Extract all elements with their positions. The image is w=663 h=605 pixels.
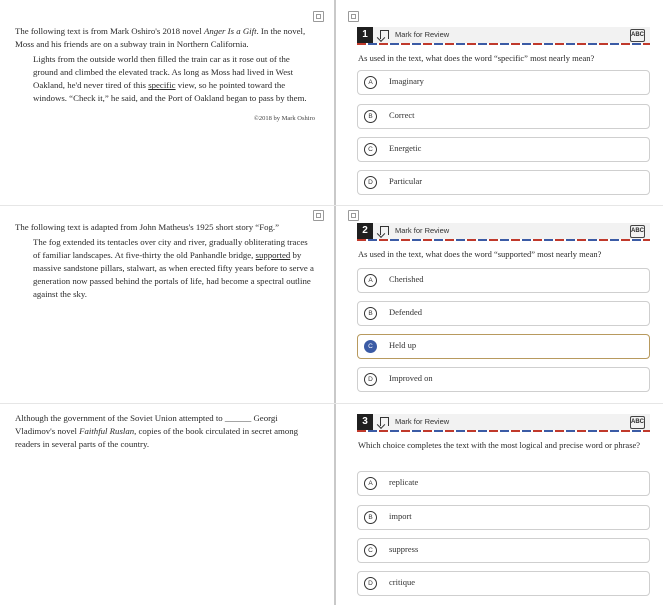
question-number: 1	[357, 27, 373, 43]
answer-option-b[interactable]	[357, 301, 650, 326]
answer-option-d[interactable]	[357, 367, 650, 392]
option-text: critique	[389, 577, 415, 587]
option-text: replicate	[389, 477, 419, 487]
expand-icon[interactable]	[348, 210, 359, 221]
option-letter: B	[364, 511, 377, 524]
option-letter: A	[364, 76, 377, 89]
header-dashed-line	[357, 430, 650, 432]
expand-icon[interactable]	[313, 11, 324, 22]
option-text: import	[389, 511, 412, 521]
mark-for-review-button[interactable]: Mark for Review	[395, 30, 450, 39]
body-text: The fog extended its tentacles over city and river, gradually obliterating traces of familiar landscapes. At five-thirty the old Panhandle bridge,	[33, 237, 308, 261]
question-number: 2	[357, 223, 373, 239]
answer-option-d[interactable]	[357, 170, 650, 195]
mark-for-review-button[interactable]: Mark for Review	[395, 226, 450, 235]
option-letter: B	[364, 307, 377, 320]
bookmark-icon[interactable]	[380, 417, 389, 426]
intro-text: The following text is from Mark Oshiro's 2018 novel	[15, 26, 204, 36]
pane-divider[interactable]	[334, 0, 336, 605]
option-text: Imaginary	[389, 76, 424, 86]
answer-option-c[interactable]	[357, 334, 650, 359]
option-letter: D	[364, 176, 377, 189]
option-text: Held up	[389, 340, 417, 350]
target-word: specific	[148, 80, 176, 91]
option-text: Defended	[389, 307, 423, 317]
answer-option-a[interactable]	[357, 471, 650, 496]
option-text: Improved on	[389, 373, 433, 383]
question-2-header	[357, 223, 650, 261]
header-dashed-line	[357, 239, 650, 241]
target-word: supported	[255, 250, 291, 261]
section-separator	[0, 205, 663, 206]
mark-for-review-button[interactable]: Mark for Review	[395, 417, 450, 426]
passage-3	[15, 412, 315, 451]
option-text: Correct	[389, 110, 415, 120]
option-letter: C	[364, 143, 377, 156]
option-letter: C	[364, 340, 377, 353]
option-text: Energetic	[389, 143, 422, 153]
option-text: Particular	[389, 176, 423, 186]
bookmark-icon[interactable]	[380, 30, 389, 39]
answer-option-c[interactable]	[357, 137, 650, 162]
question-3-header	[357, 414, 650, 452]
passage-intro	[15, 25, 315, 51]
answer-option-d[interactable]	[357, 571, 650, 596]
option-letter: D	[364, 577, 377, 590]
body-text: by massive sandstone pillars, stalwart, as when erected fifty years before to serve a generation now passed behind the portals of life, had become a spectral outline against the sky.	[33, 250, 314, 300]
option-letter: A	[364, 477, 377, 490]
passage-body	[33, 236, 315, 301]
book-title: Anger Is a Gift	[203, 26, 257, 36]
option-text: suppress	[389, 544, 419, 554]
intro-text: . In the novel, Moss and his friends are on a subway train in Northern California.	[15, 26, 306, 50]
book-title: Faithful Ruslan	[79, 426, 135, 437]
question-prompt: As used in the text, what does the word “supported” most nearly mean?	[358, 249, 602, 259]
passage-1	[15, 25, 315, 125]
passage-body	[33, 53, 315, 105]
bookmark-icon[interactable]	[380, 226, 389, 235]
expand-icon[interactable]	[348, 11, 359, 22]
answer-option-a[interactable]	[357, 70, 650, 95]
body-text: , copies of the book circulated in secret among readers in several parts of the country.	[15, 426, 299, 450]
section-separator	[0, 403, 663, 404]
question-prompt: As used in the text, what does the word “specific” most nearly mean?	[358, 53, 595, 63]
answer-option-b[interactable]	[357, 104, 650, 129]
answer-option-c[interactable]	[357, 538, 650, 563]
option-letter: B	[364, 110, 377, 123]
expand-icon[interactable]	[313, 210, 324, 221]
answer-option-a[interactable]	[357, 268, 650, 293]
passage-intro: The following text is adapted from John Matheus's 1925 short story “Fog.”	[15, 222, 279, 232]
body-text: Although the government of the Soviet Union attempted to ______ Georgi Vladimov's novel	[15, 413, 278, 437]
passage-2	[15, 221, 315, 302]
option-letter: D	[364, 373, 377, 386]
passage-body	[15, 412, 315, 451]
question-number: 3	[357, 414, 373, 430]
option-letter: A	[364, 274, 377, 287]
body-text: Lights from the outside world then filled the train car as it rose out of the ground and climbed the elevated track. As long as Moss had lived in West Oakland, he'd never tired of this	[33, 54, 294, 91]
answer-eliminator-button[interactable]: ABC	[630, 29, 645, 42]
passage-credit: ©2018 by Mark Oshiro	[253, 114, 315, 122]
answer-option-b[interactable]	[357, 505, 650, 530]
header-dashed-line	[357, 43, 650, 45]
option-letter: C	[364, 544, 377, 557]
option-text: Cherished	[389, 274, 424, 284]
body-text: view, so he pointed toward the windows. “Check it,” he said, and the Port of Oakland began to pass by them.	[33, 80, 307, 104]
answer-eliminator-button[interactable]: ABC	[630, 416, 645, 429]
question-prompt: Which choice completes the text with the most logical and precise word or phrase?	[358, 440, 641, 450]
question-1-header	[357, 27, 650, 65]
answer-eliminator-button[interactable]: ABC	[630, 225, 645, 238]
